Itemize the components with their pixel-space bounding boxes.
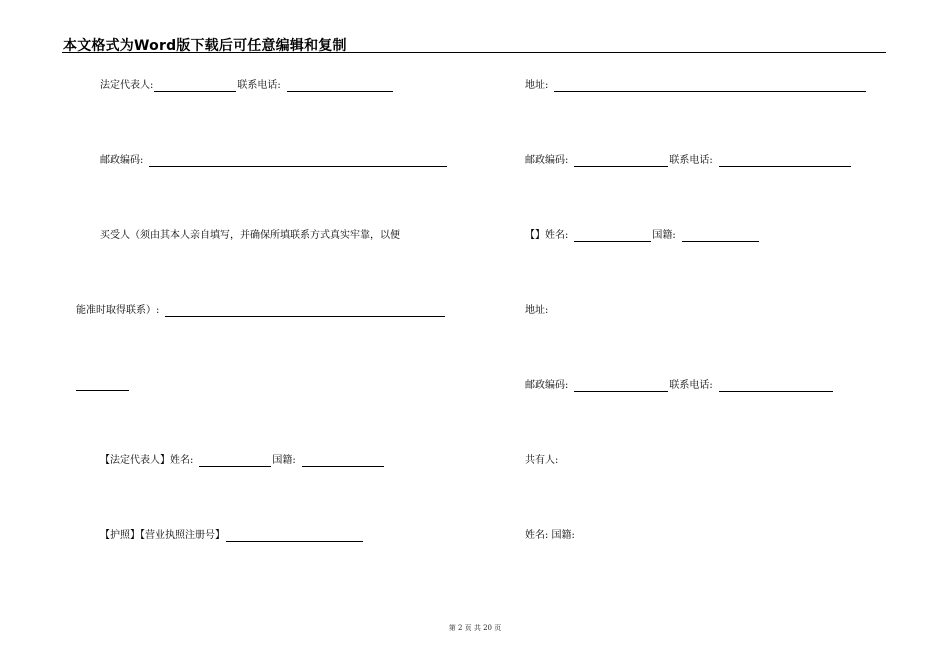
page-number: 第 2 页 共 20 页 [448, 624, 502, 632]
contact-blank[interactable] [165, 306, 445, 317]
buyer-note-text: 买受人（须由其本人亲自填写，并确保所填联系方式真实牢靠，以便 [100, 230, 400, 241]
right-postcode-2-blank[interactable] [574, 381, 668, 392]
left-line-passport [100, 530, 364, 542]
contact-label: 能准时取得联系）: [76, 305, 160, 316]
header-divider [62, 52, 886, 53]
right-phone-label: 联系电话: [669, 155, 713, 166]
right-line-address [525, 80, 867, 92]
postcode-blank[interactable] [149, 156, 447, 167]
legal-rep-blank[interactable] [154, 81, 236, 92]
right-line-postcode-phone-2 [525, 380, 834, 392]
right-phone-2-blank[interactable] [719, 381, 833, 392]
phone-blank[interactable] [287, 81, 393, 92]
right-name-label: 【】姓名: [525, 230, 569, 241]
right-name-blank[interactable] [574, 231, 651, 242]
right-nationality-blank[interactable] [682, 231, 759, 242]
right-line-address-2 [525, 305, 548, 317]
right-line-name-nationality [525, 230, 760, 242]
legal-rep-name-label: 【法定代表人】姓名: [100, 455, 194, 466]
right-line-postcode-phone [525, 155, 852, 167]
left-line-legal-rep [100, 80, 394, 92]
nationality-label: 国籍: [272, 455, 296, 466]
left-line-legal-rep-name [100, 455, 385, 467]
left-line-contact [76, 305, 446, 317]
right-phone-blank[interactable] [719, 156, 851, 167]
co-owner-label: 共有人: [525, 455, 559, 466]
right-nationality-label: 国籍: [652, 230, 676, 241]
document-header-title: 本文格式为Word版下载后可任意编辑和复制 [63, 38, 347, 54]
legal-rep-name-blank[interactable] [199, 456, 271, 467]
right-postcode-blank[interactable] [574, 156, 668, 167]
legal-rep-label: 法定代表人: [100, 80, 154, 91]
address-blank[interactable] [554, 81, 866, 92]
passport-license-label: 【护照】【营业执照注册号】 [100, 530, 225, 541]
left-line-continuation [76, 380, 129, 391]
left-line-buyer-note [100, 230, 400, 242]
right-phone-2-label: 联系电话: [669, 380, 713, 391]
address-label: 地址: [525, 80, 549, 91]
continuation-blank[interactable] [76, 380, 129, 391]
right-postcode-2-label: 邮政编码: [525, 380, 569, 391]
right-line-name-nationality-2 [525, 530, 575, 542]
right-postcode-label: 邮政编码: [525, 155, 569, 166]
passport-license-blank[interactable] [226, 531, 363, 542]
nationality-blank[interactable] [302, 456, 384, 467]
right-line-co-owner [525, 455, 558, 467]
name-nationality-label: 姓名: 国籍: [525, 530, 575, 541]
phone-label: 联系电话: [237, 80, 281, 91]
left-line-postcode [100, 155, 448, 167]
address-2-label: 地址: [525, 305, 549, 316]
postcode-label: 邮政编码: [100, 155, 144, 166]
